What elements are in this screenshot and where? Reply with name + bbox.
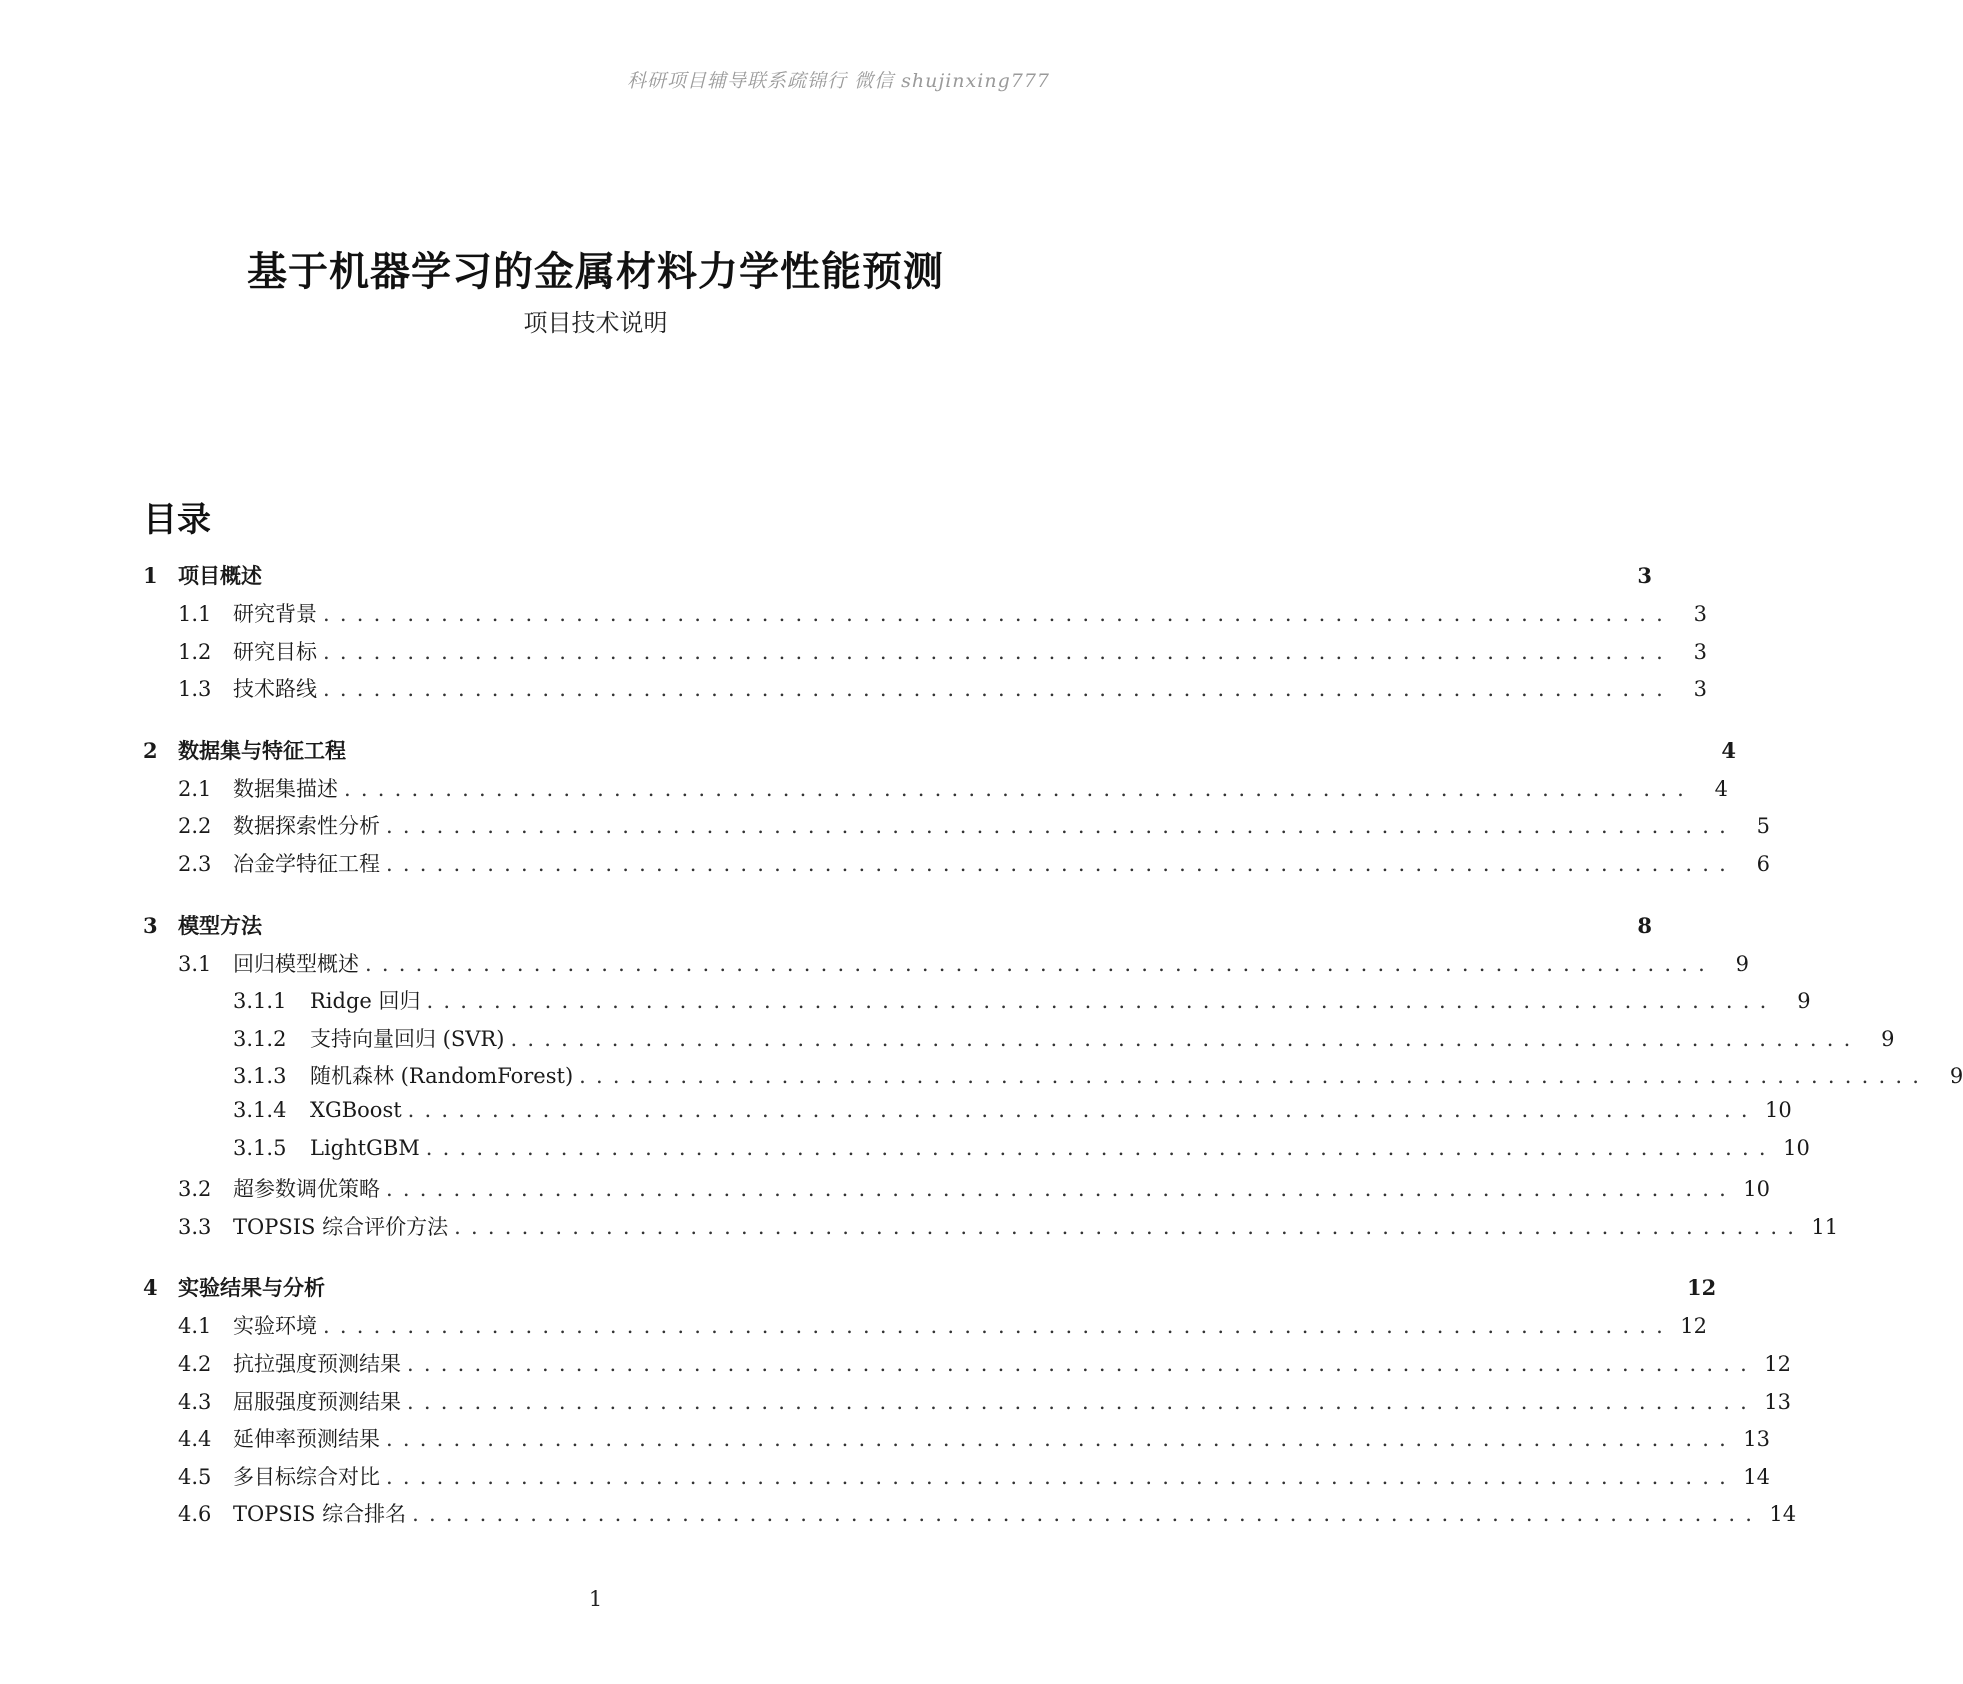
toc-entry-title: TOPSIS 综合排名 xyxy=(233,1502,407,1527)
toc-entry-title: 支持向量回归 (SVR) xyxy=(310,1026,505,1051)
toc-entry-page: 3 xyxy=(1693,677,1708,702)
toc-entry-page: 12 xyxy=(1764,1351,1792,1376)
toc-entry-1-2[interactable] xyxy=(143,636,1708,674)
toc-entry-4-4[interactable] xyxy=(143,1423,1771,1461)
toc-dot-leader: ................................................................................ xyxy=(323,639,1674,664)
toc-entry-title: 延伸率预测结果 xyxy=(233,1427,380,1452)
toc-entry-page: 8 xyxy=(1637,912,1653,938)
toc-entry-title: 技术路线 xyxy=(233,677,317,702)
toc-entry-number: 2.1 xyxy=(178,776,212,801)
toc-entry-title: 冶金学特征工程 xyxy=(233,851,380,876)
toc-entry-2-2[interactable] xyxy=(143,810,1771,848)
toc-dot-leader: ................................................................................ xyxy=(426,989,1777,1014)
toc-entry-number: 4.5 xyxy=(178,1464,212,1489)
toc-entry-3-1-4[interactable] xyxy=(143,1097,1792,1136)
toc-entry-title: XGBoost xyxy=(310,1097,402,1122)
toc-entry-number: 1.2 xyxy=(178,639,212,664)
toc-dot-leader: ................................................................................ xyxy=(579,1064,1930,1089)
toc-entry-page: 3 xyxy=(1693,639,1708,664)
toc-dot-leader: ................................................................................ xyxy=(425,1135,1776,1160)
toc-entry-page: 14 xyxy=(1769,1502,1797,1527)
toc-entry-number: 3 xyxy=(143,912,158,938)
toc-entry-3-1-5[interactable] xyxy=(143,1135,1810,1174)
toc-entry-3-1-3[interactable] xyxy=(143,1060,1963,1098)
toc-dot-leader: ................................................................................ xyxy=(323,677,1674,702)
toc-dot-leader: ................................................................................ xyxy=(407,1097,1758,1122)
toc-entry-2-3[interactable] xyxy=(143,848,1771,886)
header-watermark: 科研项目辅导联系疏锦行 微信 shujinxing777 xyxy=(627,70,1050,92)
toc-entry-title: 随机森林 (RandomForest) xyxy=(310,1064,574,1089)
document-title: 基于机器学习的金属材料力学性能预测 xyxy=(247,248,944,295)
toc-entry-page: 10 xyxy=(1743,1177,1771,1202)
toc-entry-page: 9 xyxy=(1735,951,1750,976)
toc-entry-page: 12 xyxy=(1687,1275,1717,1301)
toc-entry-number: 4.1 xyxy=(178,1314,212,1339)
toc-entry-page: 10 xyxy=(1783,1135,1810,1160)
toc-entry-title: 抗拉强度预测结果 xyxy=(233,1351,401,1376)
toc-entry-number: 1.1 xyxy=(178,602,212,626)
toc-entry-3-2[interactable] xyxy=(143,1173,1771,1211)
toc-entry-title: 研究背景 xyxy=(233,602,317,626)
toc-entry-title: 实验环境 xyxy=(233,1314,317,1339)
toc-dot-leader: ................................................................................ xyxy=(365,951,1716,976)
toc-entry-2-1[interactable] xyxy=(143,773,1729,811)
toc-entry-title: 模型方法 xyxy=(178,912,262,938)
toc-entry-2[interactable] xyxy=(143,735,1737,773)
toc-entry-title: TOPSIS 综合评价方法 xyxy=(233,1214,449,1239)
toc-entry-page: 9 xyxy=(1881,1026,1895,1051)
toc-entry-page: 4 xyxy=(1714,776,1729,801)
toc-entry-number: 3.1.2 xyxy=(233,1026,287,1051)
toc-dot-leader: ................................................................................ xyxy=(407,1389,1758,1414)
toc-entry-1[interactable] xyxy=(143,560,1653,598)
toc-entry-number: 3.1.4 xyxy=(233,1097,287,1122)
toc-entry-title: 数据集与特征工程 xyxy=(178,737,346,763)
toc-entry-number: 1.3 xyxy=(178,677,212,702)
toc-entry-page: 3 xyxy=(1637,563,1653,588)
toc-entry-number: 3.1.3 xyxy=(233,1064,287,1089)
toc-entry-title: Ridge 回归 xyxy=(310,989,421,1014)
toc-entry-4-1[interactable] xyxy=(143,1310,1708,1348)
toc-entry-4[interactable] xyxy=(143,1272,1717,1310)
toc-entry-page: 10 xyxy=(1764,1097,1792,1122)
toc-dot-leader: ................................................................................ xyxy=(386,814,1737,839)
toc-entry-3-1-2[interactable] xyxy=(143,1023,1895,1061)
toc-entry-page: 13 xyxy=(1743,1427,1771,1452)
toc-entry-title: 实验结果与分析 xyxy=(178,1275,325,1301)
toc-entry-number: 4.2 xyxy=(178,1351,212,1376)
toc-entry-4-2[interactable] xyxy=(143,1348,1792,1386)
toc-entry-page: 11 xyxy=(1811,1214,1839,1239)
toc-dot-leader: ................................................................................ xyxy=(407,1351,1758,1376)
toc-entry-page: 6 xyxy=(1756,851,1771,876)
toc-entry-number: 1 xyxy=(143,563,158,588)
toc-entry-number: 2.2 xyxy=(178,814,212,839)
toc-entry-3[interactable] xyxy=(143,910,1653,948)
toc-entry-number: 3.1.5 xyxy=(233,1135,287,1160)
toc-entry-4-3[interactable] xyxy=(143,1386,1792,1424)
table-of-contents xyxy=(143,560,1963,1536)
toc-entry-number: 2 xyxy=(143,737,158,763)
toc-dot-leader: ................................................................................ xyxy=(344,776,1695,801)
toc-dot-leader: ................................................................................ xyxy=(386,1427,1737,1452)
document-subtitle: 项目技术说明 xyxy=(523,309,668,337)
toc-entry-1-3[interactable] xyxy=(143,673,1708,711)
toc-entry-3-1[interactable] xyxy=(143,948,1750,986)
toc-entry-4-6[interactable] xyxy=(143,1498,1797,1536)
toc-entry-3-3[interactable] xyxy=(143,1211,1839,1249)
toc-entry-number: 2.3 xyxy=(178,851,212,876)
toc-dot-leader: ................................................................................ xyxy=(323,602,1674,626)
toc-entry-page: 4 xyxy=(1721,737,1737,763)
toc-entry-page: 9 xyxy=(1949,1064,1963,1089)
toc-entry-page: 12 xyxy=(1680,1314,1708,1339)
toc-entry-title: 多目标综合对比 xyxy=(233,1464,380,1489)
toc-entry-title: 研究目标 xyxy=(233,639,317,664)
toc-dot-leader: ................................................................................ xyxy=(323,1314,1674,1339)
toc-entry-number: 4.3 xyxy=(178,1389,212,1414)
toc-entry-page: 5 xyxy=(1756,814,1771,839)
toc-entry-number: 4.6 xyxy=(178,1502,212,1527)
toc-entry-number: 3.1.1 xyxy=(233,989,287,1014)
toc-heading: 目录 xyxy=(143,500,211,540)
page-number: 1 xyxy=(588,1587,603,1611)
toc-entry-3-1-1[interactable] xyxy=(143,985,1811,1023)
toc-entry-4-5[interactable] xyxy=(143,1461,1771,1499)
toc-entry-page: 14 xyxy=(1743,1464,1771,1489)
toc-entry-page: 9 xyxy=(1797,989,1811,1014)
toc-dot-leader: ................................................................................ xyxy=(412,1502,1763,1527)
toc-entry-title: 屈服强度预测结果 xyxy=(233,1389,401,1414)
toc-dot-leader: ................................................................................ xyxy=(454,1214,1805,1239)
toc-entry-1-1[interactable] xyxy=(143,598,1708,636)
toc-entry-title: 数据探索性分析 xyxy=(233,814,380,839)
toc-entry-title: 回归模型概述 xyxy=(233,951,359,976)
toc-entry-number: 4 xyxy=(143,1275,158,1301)
toc-entry-page: 3 xyxy=(1693,602,1708,626)
toc-entry-title: LightGBM xyxy=(310,1135,420,1160)
toc-dot-leader: ................................................................................ xyxy=(386,851,1737,876)
toc-entry-title: 数据集描述 xyxy=(233,776,338,801)
toc-entry-title: 超参数调优策略 xyxy=(233,1177,380,1202)
toc-entry-title: 项目概述 xyxy=(178,563,262,588)
toc-entry-number: 3.1 xyxy=(178,951,212,976)
toc-entry-number: 4.4 xyxy=(178,1427,212,1452)
toc-dot-leader: ................................................................................ xyxy=(386,1464,1737,1489)
toc-dot-leader: ................................................................................ xyxy=(510,1026,1861,1051)
toc-dot-leader: ................................................................................ xyxy=(386,1177,1737,1202)
toc-entry-number: 3.3 xyxy=(178,1214,212,1239)
toc-entry-page: 13 xyxy=(1764,1389,1792,1414)
toc-entry-number: 3.2 xyxy=(178,1177,212,1202)
